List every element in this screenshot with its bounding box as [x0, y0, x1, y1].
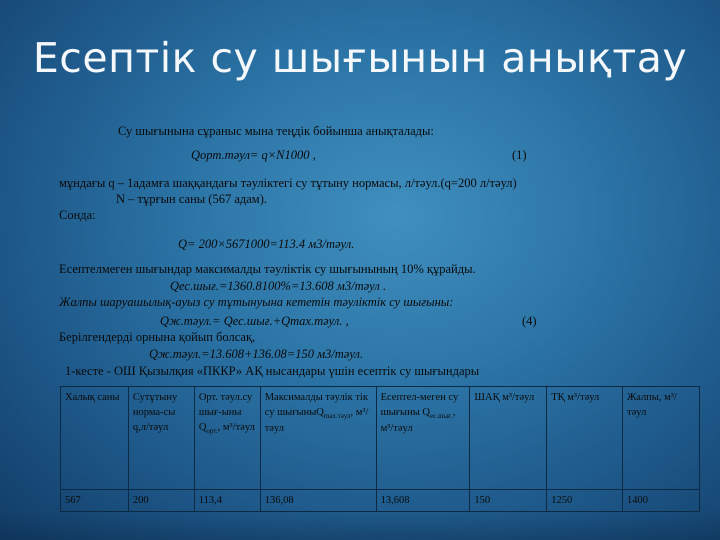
cell-total: 1400: [623, 490, 700, 512]
cell-norm: 200: [128, 490, 194, 512]
cell-unaccounted: 13,608: [376, 490, 470, 512]
table-header-row: [61, 387, 700, 490]
formula-1: Qорт.тәул= q×N1000 ,: [191, 148, 316, 162]
cell-max-daily: 136,08: [260, 490, 376, 512]
cell-tk: 1250: [547, 490, 623, 512]
cell-avg-daily: 113,4: [194, 490, 260, 512]
formula-1-number: (1): [512, 148, 527, 162]
table-caption: 1-кесте - ОШ Қызылқия «ПККР» АҚ нысандары үшін есептік су шығындары: [65, 364, 480, 378]
header-norm: Сутұтыну норма-сы q,л/тәул: [128, 387, 194, 490]
header-tk: ТҚ м³/тәул: [547, 387, 623, 490]
unaccounted-note: Есептелмеген шығындар максималды тәуліктік су шығынының 10% құрайды.: [59, 262, 476, 276]
formula-4: Qж.тәул.= Qес.шығ.+Qmax.тәул. ,: [160, 314, 349, 328]
formula-4-number: (4): [522, 314, 537, 328]
q-result: Q= 200×5671000=113.4 м3/тәул.: [178, 237, 355, 251]
header-population: Халық саны: [61, 387, 129, 490]
page-title: Есептік су шығынын анықтау: [32, 34, 688, 82]
water-consumption-table: [60, 386, 700, 512]
unaccounted-formula: Qес.шығ.=1360.8100%=13.608 м3/тәул .: [170, 279, 387, 293]
header-max-daily: Максималды тәулік тік су шығыныQ$_{max.тәул}$, м³/тәул: [260, 387, 376, 490]
substitute-line: Берілгендерді орнына қойып болсақ,: [59, 330, 256, 344]
header-total: Жалпы, м³/тәул: [623, 387, 700, 490]
n-definition: N – тұрғын саны (567 адам).: [116, 192, 267, 206]
total-result: Qж.тәул.=13.608+136.08=150 м3/тәул.: [149, 347, 364, 361]
where-line: мұндағы q – 1адамға шаққандағы тәуліктегі су тұтыну нормасы, л/тәул.(q=200 л/тәул): [59, 176, 517, 190]
header-shak: ШАҚ м³/тәул: [470, 387, 547, 490]
table-row: [61, 490, 700, 512]
then-label: Сонда:: [59, 208, 96, 222]
cell-population: 567: [61, 490, 129, 512]
header-avg-daily: Орт. тәул.су шығ-ыны $Q_{орт.}$, м³/тәул: [194, 387, 260, 490]
bottom-shade: [0, 510, 720, 540]
total-consumption-line: Жалпы шаруашылық-ауыз су тұтынуына кететін тәуліктік су шығыны:: [59, 295, 454, 309]
header-unaccounted: Есептел-меген су шығыны $Q_{ес.шығ.}$, м³/тәул: [376, 387, 470, 490]
intro-line: Су шығынына сұраныс мына теңдік бойынша анықталады:: [118, 124, 434, 138]
cell-shak: 150: [470, 490, 547, 512]
